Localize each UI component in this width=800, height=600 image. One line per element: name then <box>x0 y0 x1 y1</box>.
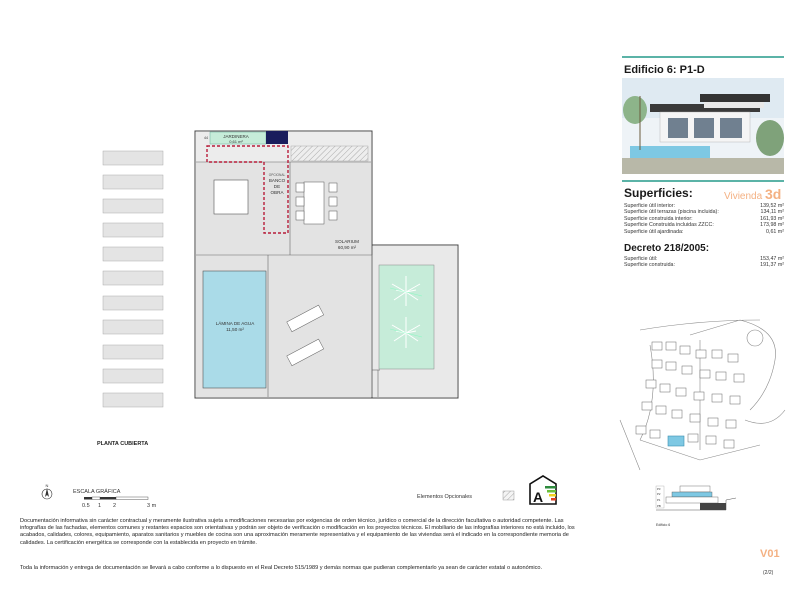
legal-paragraph-2: Toda la información y entrega de documentación se llevará a cabo conforme a lo dispuesto en el Real Decreto 515/1989 y demás normas que pudieran complementarlo ya sean de carácter estatal o autonómico. <box>20 565 543 571</box>
page-number: (2/2) <box>763 570 774 576</box>
banco-label-4: OBRA <box>270 190 284 195</box>
jardinera-label: JARDINERA <box>223 134 249 139</box>
optional-hatch-strip <box>291 146 368 161</box>
vivienda-label <box>724 186 781 202</box>
solarium-area-label: 60,90 m² <box>337 245 357 250</box>
table-row: Superficie útil terrazas (piscina incluida): 134,11 m² <box>624 209 784 216</box>
vivienda-number: 3d <box>764 186 782 202</box>
key-plan-highlight <box>668 436 684 446</box>
svg-text:P2: P2 <box>657 492 661 496</box>
dimension-mark: 44 <box>204 136 208 140</box>
dining-set <box>296 182 337 224</box>
scale-tick: 0.5 <box>82 503 90 509</box>
decreto-table <box>624 256 784 269</box>
adjacent-stripes <box>103 151 163 407</box>
table-row: Superficie construida interior: 161,93 m² <box>624 215 784 222</box>
scale-bar <box>84 497 148 500</box>
svg-text:P1: P1 <box>657 498 661 502</box>
jardinera-area: 0,61 m² <box>229 139 243 144</box>
table-row: Superficie construida: 191,37 m² <box>624 262 784 269</box>
scale-label: ESCALA GRÁFICA <box>73 489 121 495</box>
scale-tick: 2 <box>113 503 117 509</box>
table-row: Superficie útil interior: 139,52 m² <box>624 203 784 209</box>
vivienda-text: Vivienda <box>724 191 763 202</box>
svg-text:N: N <box>45 483 49 488</box>
floor-label: PLANTA CUBIERTA <box>97 441 149 447</box>
square-table <box>214 180 248 214</box>
version-label: V01 <box>760 548 780 560</box>
table-row: Superficie útil ajardinada: 0,61 m² <box>624 228 784 235</box>
building-render <box>622 78 784 174</box>
superficies-title: Superficies: <box>624 186 693 200</box>
svg-text:PB: PB <box>657 504 661 508</box>
scale-tick: 3 m <box>147 503 157 509</box>
top-divider <box>622 56 784 58</box>
solarium-label: SOLARIUM <box>335 239 359 244</box>
table-row: Superficie útil: 153,47 m² <box>624 256 784 262</box>
pool-label: LÁMINA DE AGUA <box>215 321 255 326</box>
section-level-labels <box>657 487 661 508</box>
stair-block <box>266 131 288 144</box>
optional-elements-swatch <box>503 491 514 500</box>
mid-divider <box>622 180 784 182</box>
building-title: Edificio 6: P1-D <box>624 64 705 76</box>
svg-text:P3: P3 <box>657 487 661 491</box>
north-arrow-icon <box>42 483 52 499</box>
banco-label-1: OPCIONAL <box>268 173 286 177</box>
legal-paragraph-1: Documentación informativa sin carácter contractual y meramente ilustrativa sujeta a modificaciones necesarias por exigencias de orden técnico, jurídico o comercial de la dirección facultativa o autoridad competente. Las infografías de las fachadas, elementos comunes y restantes espacios son orientativas y podrán ser objeto de verificación o modificación en los proyectos técnicos. El mobiliario de las infografías interiores no está incluido, los acabados, calidades, colores, equipamiento, aparatos sanitarios y muebles de cocina son una aproximación meramente representativa y el equipamiento de las viviendas será el indicado en la correspondiente memoria de calidades. La certificación energética se corresponde con la establecida en proyecto en trámite. <box>20 518 575 546</box>
building-section-diagram <box>656 486 736 510</box>
energy-rating: A <box>532 489 544 505</box>
pool-area-label: 11,50 m² <box>226 327 244 332</box>
superficies-table <box>624 203 784 235</box>
scale-tick: 1 <box>98 503 102 509</box>
section-building-label: Edificio 6 <box>656 523 671 527</box>
banco-label-3: DE <box>273 184 281 189</box>
table-row: Superficie Construida incluidas ZZCC: 173,98 m² <box>624 222 784 229</box>
decreto-title: Decreto 218/2005: <box>624 243 710 254</box>
optional-elements-label: Elementos Opcionales <box>417 494 473 500</box>
banco-label-2: BANCO <box>268 178 286 183</box>
